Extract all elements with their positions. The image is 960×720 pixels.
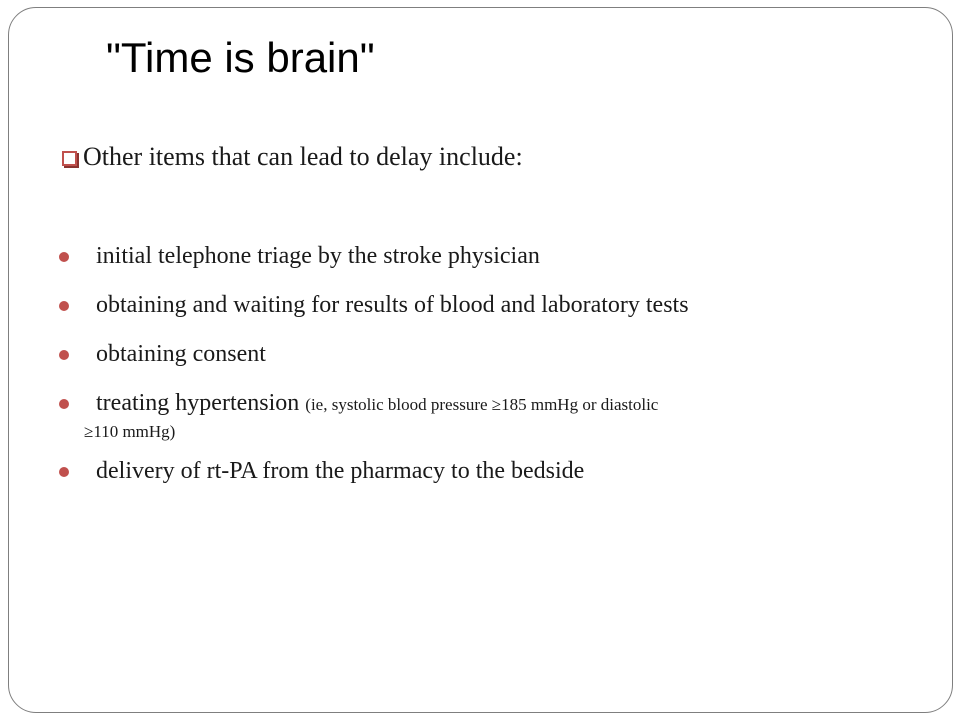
slide-title: "Time is brain" <box>106 34 375 81</box>
list-item-text: obtaining and waiting for results of blood and laboratory tests <box>96 292 689 318</box>
list-item <box>56 289 896 321</box>
list-item-note-continuation: ≥110 mmHg) <box>84 422 176 441</box>
hollow-square-bullet-icon <box>62 151 77 166</box>
list-item <box>56 455 896 487</box>
round-bullet-icon <box>59 467 69 477</box>
list-item-note: (ie, systolic blood pressure ≥185 mmHg or diastolic <box>305 395 659 414</box>
list-item-text: obtaining consent <box>96 341 266 367</box>
list-item-text: delivery of rt-PA from the pharmacy to the bedside <box>96 458 585 484</box>
list-item <box>56 338 896 370</box>
list-item-text: initial telephone triage by the stroke physician <box>96 243 540 269</box>
round-bullet-icon <box>59 252 69 262</box>
list-item-text: treating hypertension <box>96 390 306 416</box>
round-bullet-icon <box>59 350 69 360</box>
list-item <box>56 387 896 443</box>
intro-text: Other items that can lead to delay include: <box>83 142 523 171</box>
round-bullet-icon <box>59 301 69 311</box>
round-bullet-icon <box>59 399 69 409</box>
list-item <box>56 240 896 272</box>
bullet-list <box>56 240 896 504</box>
intro-line <box>62 140 523 174</box>
